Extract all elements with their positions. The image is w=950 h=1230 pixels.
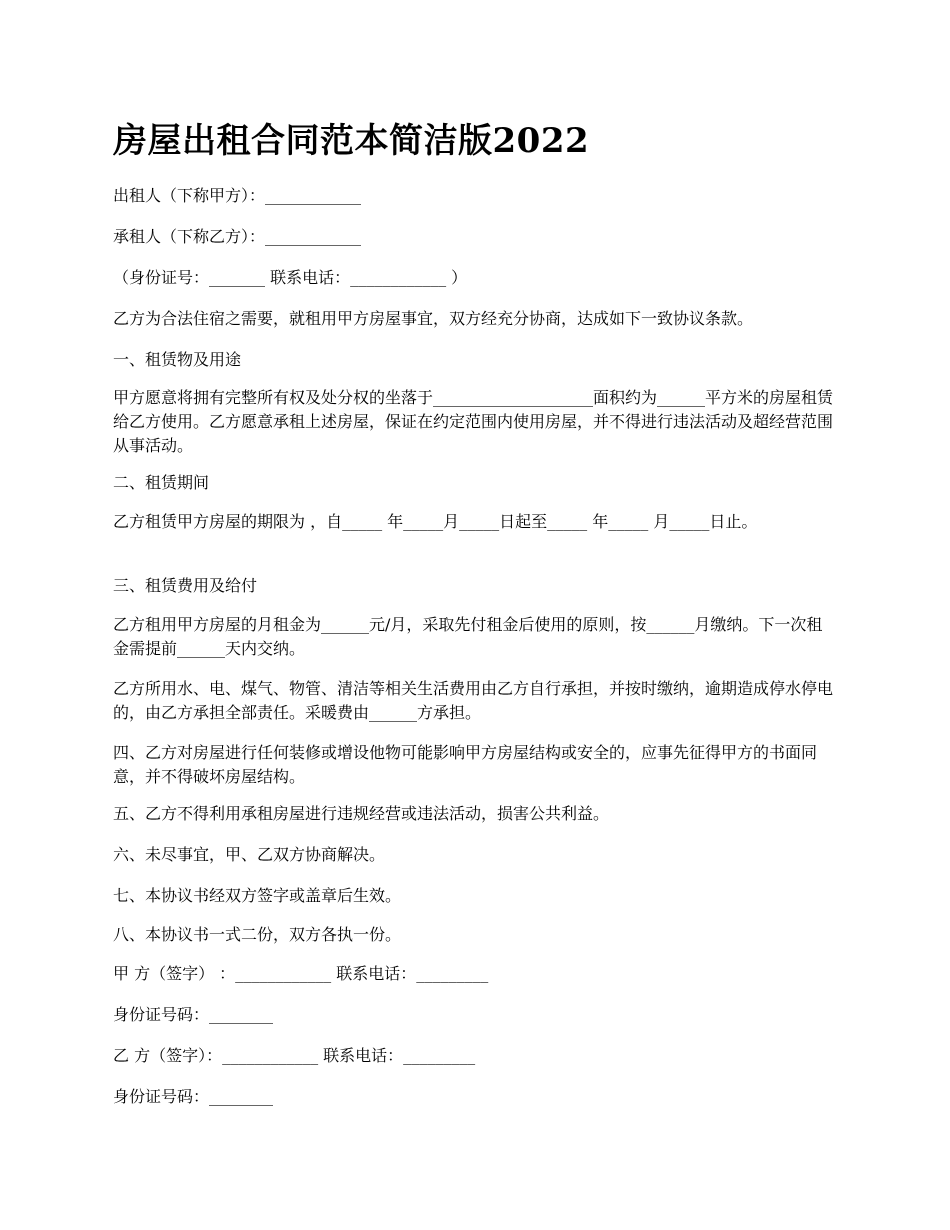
section-2-body: 乙方租赁甲方房屋的期限为 ，自_____ 年_____月_____日起至_____ 年_____ 月_____日止。 [113, 512, 758, 531]
section-5-paragraph: 五、乙方不得利用承租房屋进行违规经营或违法活动，损害公共利益。 [113, 804, 610, 823]
section-3-body-rent: 乙方租用甲方房屋的月租金为______元/月，采取先付租金后使用的原则，按______月缴纳。下一次租金需提前______天内交纳。 [113, 615, 823, 658]
section-3-heading: 三、租赁费用及给付 [113, 576, 258, 595]
party-a-signature-line: 甲 方（签字） ：____________ 联系电话：_________ [113, 964, 489, 983]
section-6-paragraph: 六、未尽事宜，甲、乙双方协商解决。 [113, 845, 386, 864]
party-a-id-line: 身份证号码：________ [113, 1005, 274, 1024]
party-b-signature-line: 乙 方（签字）：____________ 联系电话：_________ [113, 1046, 476, 1065]
section-1-body: 甲方愿意将拥有完整所有权及处分权的坐落于____________________面积约为______平方米的房屋租赁给乙方使用。乙方愿意承租上述房屋，保证在约定范围内使用房屋，并不得进行违法活动及超经营范围从事活动。 [113, 388, 834, 455]
section-8-paragraph: 八、本协议书一式二份，双方各执一份。 [113, 925, 402, 944]
id-phone-line: （身份证号：_______ 联系电话：____________ ） [113, 268, 468, 287]
lessee-line: 承租人（下称乙方）：____________ [113, 227, 362, 246]
document-title: 房屋出租合同范本简洁版2022 [113, 121, 590, 161]
lessor-line: 出租人（下称甲方）：____________ [113, 186, 362, 205]
section-1-heading: 一、租赁物及用途 [113, 350, 242, 369]
party-b-id-line: 身份证号码：________ [113, 1087, 274, 1106]
intro-paragraph: 乙方为合法住宿之需要，就租用甲方房屋事宜，双方经充分协商，达成如下一致协议条款。 [113, 309, 754, 328]
section-2-heading: 二、租赁期间 [113, 473, 210, 492]
section-3-body-utilities: 乙方所用水、电、煤气、物管、清洁等相关生活费用由乙方自行承担，并按时缴纳，逾期造成停水停电的，由乙方承担全部责任。采暖费由______方承担。 [113, 679, 834, 722]
section-7-paragraph: 七、本协议书经双方签字或盖章后生效。 [113, 886, 402, 905]
section-4-paragraph: 四、乙方对房屋进行任何装修或增设他物可能影响甲方房屋结构或安全的，应事先征得甲方的书面同意，并不得破坏房屋结构。 [113, 743, 818, 786]
